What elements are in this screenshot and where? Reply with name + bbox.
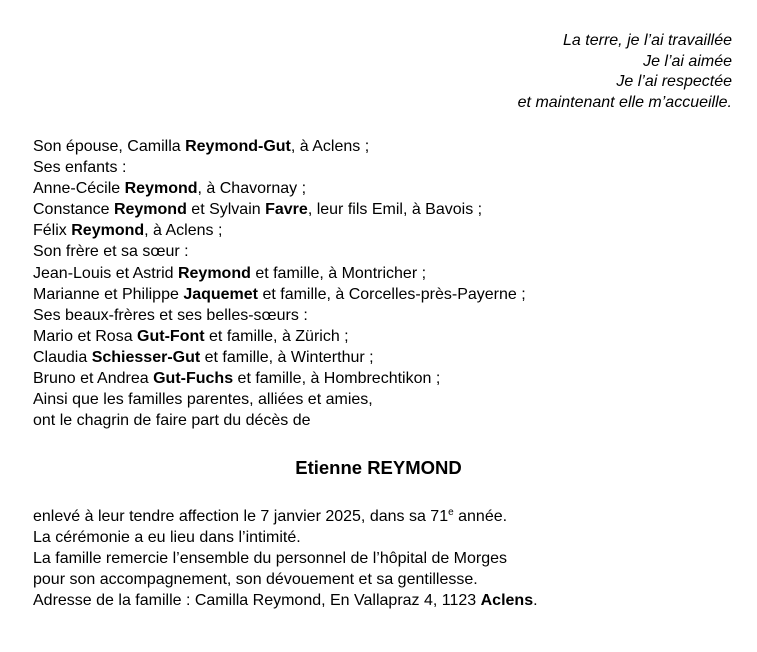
- ordinal-suffix: e: [448, 507, 454, 518]
- town: Aclens: [480, 592, 534, 610]
- wife-line: [33, 136, 526, 157]
- text: , à Aclens ;: [290, 138, 370, 155]
- relatives-line: Ainsi que les familles parentes, alliées et amies,: [33, 391, 373, 409]
- text: Mario et Rosa: [33, 327, 138, 345]
- text: Constance: [33, 201, 114, 219]
- text: et famille, à Corcelles-près-Payerne ;: [258, 285, 526, 303]
- inlaw-line: [33, 326, 526, 347]
- surname: Reymond: [177, 264, 251, 282]
- sibling-line: [33, 284, 526, 305]
- siblings-heading: Son frère et sa sœur :: [33, 243, 189, 261]
- inlaws-heading: Ses beaux-frères et ses belles-sœurs :: [33, 306, 308, 324]
- poem-line: La terre, je l’ai travaillée: [563, 32, 732, 49]
- text: et famille, à Zürich ;: [204, 327, 349, 345]
- inlaw-line: [33, 347, 526, 368]
- child-line: [33, 199, 526, 220]
- child-line: [33, 220, 526, 241]
- surname: Schiesser-Gut: [91, 348, 201, 366]
- text: Jean-Louis et Astrid: [33, 264, 178, 282]
- poem-line: Je l’ai respectée: [616, 73, 732, 91]
- text: .: [533, 592, 538, 610]
- address-line: [33, 590, 538, 611]
- surname: Favre: [265, 201, 308, 219]
- text: et famille, à Montricher ;: [250, 264, 427, 282]
- text: Claudia: [33, 348, 92, 366]
- text: enlevé à leur tendre affection le 7 janvier 2025, dans sa 71: [33, 508, 449, 525]
- epigraph-poem: [518, 31, 732, 114]
- text: Adresse de la famille : Camilla Reymond, En Vallapraz 4, 1123: [33, 592, 481, 610]
- announcement-line: ont le chagrin de faire part du décès de: [33, 412, 311, 430]
- text: , à Chavornay ;: [197, 180, 307, 198]
- surname: Reymond: [124, 180, 198, 198]
- poem-line: Je l’ai aimée: [643, 52, 732, 70]
- text: Anne-Cécile: [33, 180, 125, 198]
- surname: Reymond: [71, 222, 145, 240]
- text: et famille, à Winterthur ;: [200, 348, 374, 366]
- text: année.: [453, 508, 508, 525]
- family-list: [33, 136, 526, 431]
- closing-text: [33, 506, 538, 611]
- text: Félix: [33, 222, 72, 240]
- text: Marianne et Philippe: [33, 285, 184, 303]
- deceased-name: Etienne REYMOND: [295, 457, 462, 478]
- surname: Reymond: [113, 201, 187, 219]
- surname: Gut-Font: [137, 327, 205, 345]
- closing-line: [33, 506, 538, 527]
- children-heading: Ses enfants :: [33, 159, 127, 177]
- text: , leur fils Emil, à Bavois ;: [307, 201, 483, 219]
- poem-line: et maintenant elle m’accueille.: [517, 94, 732, 112]
- surname: Gut-Fuchs: [153, 370, 234, 388]
- closing-line: La famille remercie l’ensemble du personnel de l’hôpital de Morges: [33, 550, 508, 568]
- text: , à Aclens ;: [144, 222, 223, 240]
- inlaw-line: [33, 368, 526, 389]
- text: et Sylvain: [186, 201, 266, 219]
- sibling-line: [33, 263, 526, 284]
- surname: Jaquemet: [183, 285, 259, 303]
- surname: Reymond-Gut: [185, 138, 291, 155]
- child-line: [33, 178, 526, 199]
- closing-line: La cérémonie a eu lieu dans l’intimité.: [33, 529, 301, 547]
- text: Bruno et Andrea: [33, 370, 154, 388]
- text: et famille, à Hombrechtikon ;: [233, 370, 441, 388]
- closing-line: pour son accompagnement, son dévouement et sa gentillesse.: [33, 571, 478, 589]
- text: Son épouse, Camilla: [33, 138, 186, 155]
